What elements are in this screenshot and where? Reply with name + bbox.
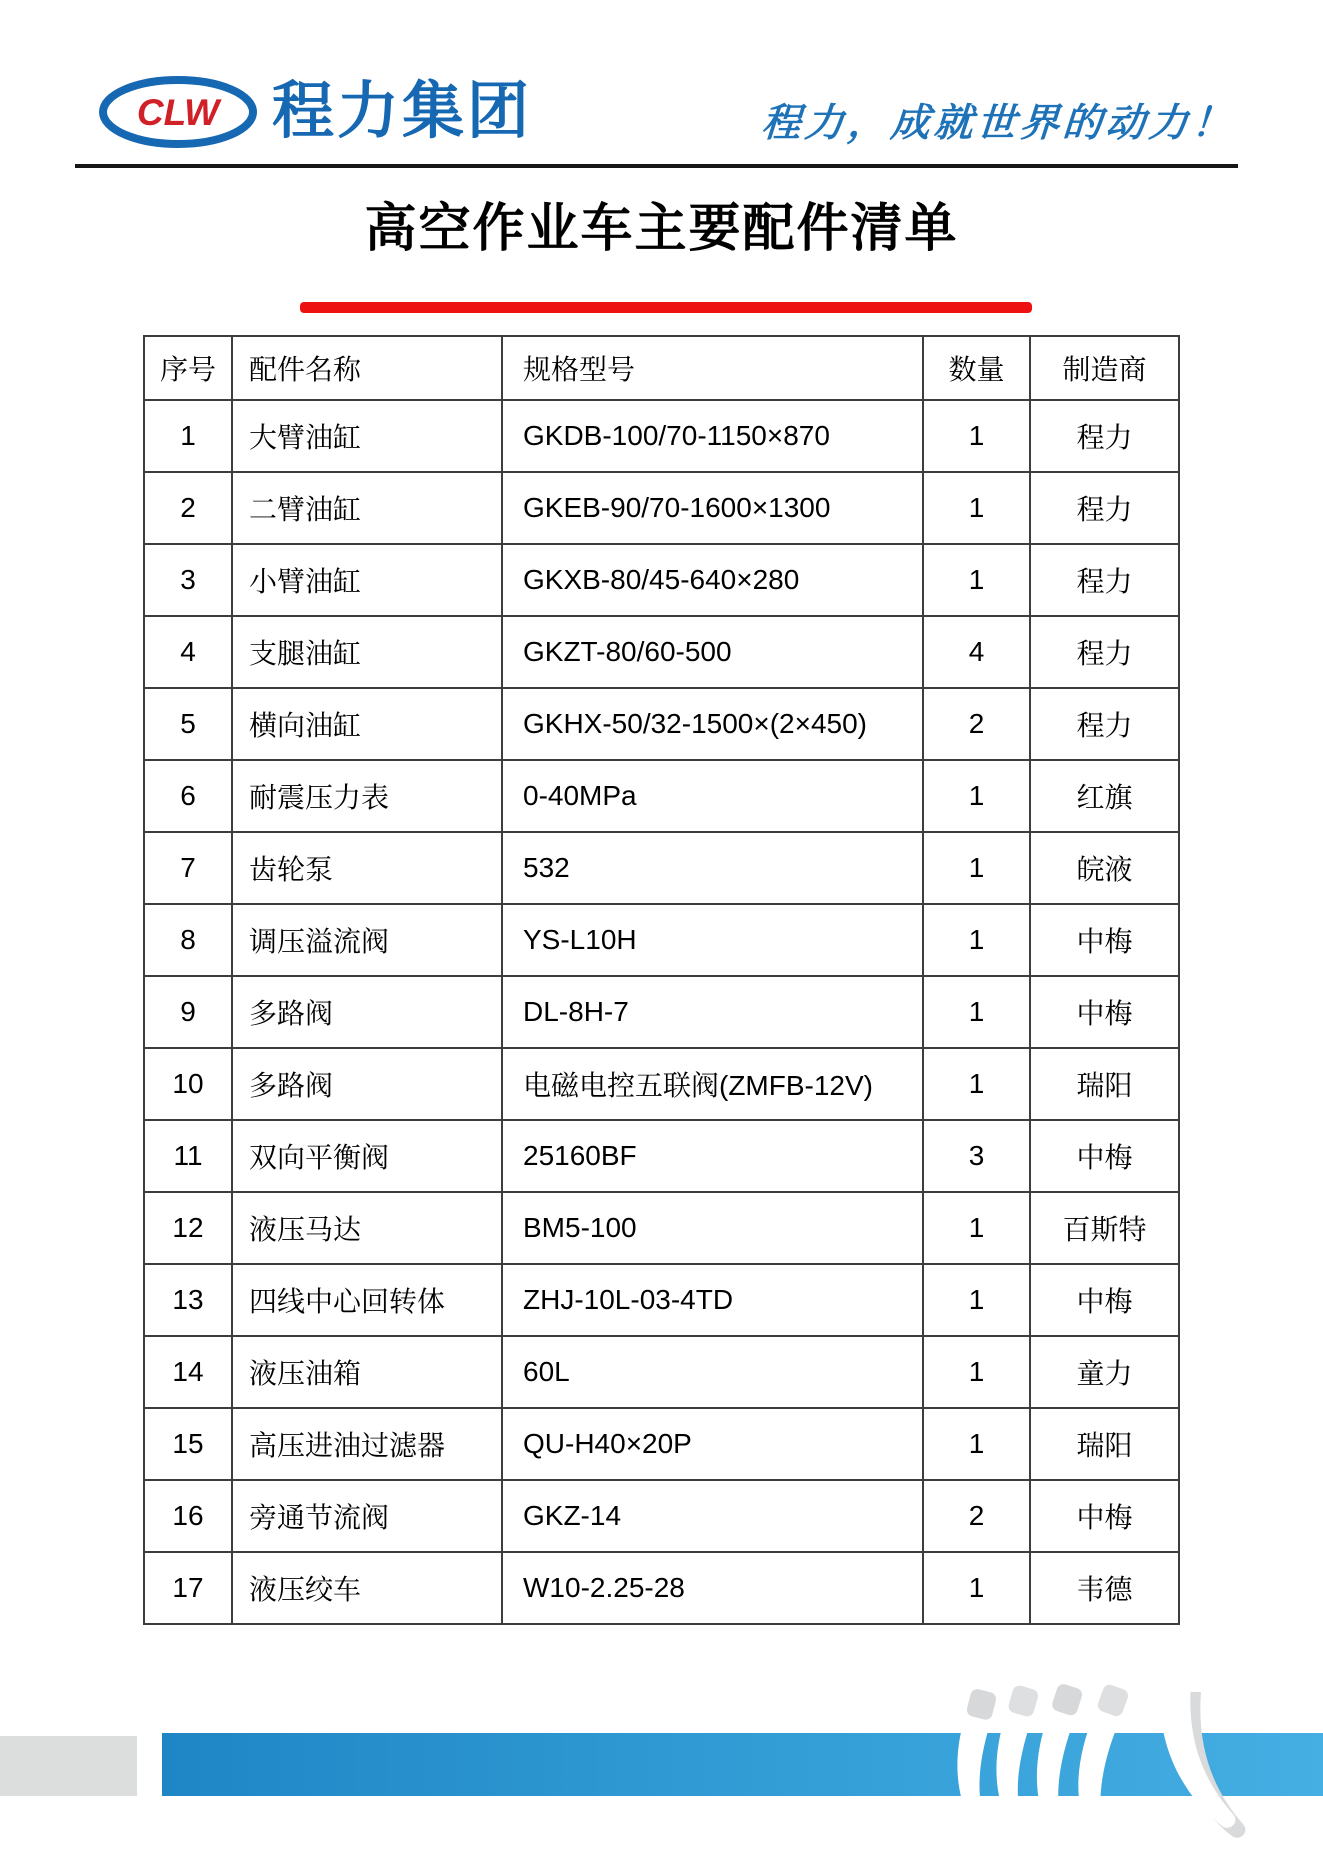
- row-number: 14: [144, 1336, 232, 1408]
- part-name: 液压油箱: [232, 1336, 502, 1408]
- row-number: 12: [144, 1192, 232, 1264]
- table-row: [144, 1120, 1179, 1192]
- part-name: 支腿油缸: [232, 616, 502, 688]
- table-row: [144, 1408, 1179, 1480]
- row-number: 6: [144, 760, 232, 832]
- quantity: 1: [923, 1408, 1030, 1480]
- quantity: 1: [923, 1552, 1030, 1624]
- spec-model: 0-40MPa: [502, 760, 923, 832]
- manufacturer: 韦德: [1030, 1552, 1179, 1624]
- footer-gray-block: [0, 1736, 137, 1796]
- part-name: 大臂油缸: [232, 400, 502, 472]
- clw-oval-logo-icon: [98, 76, 258, 148]
- quantity: 1: [923, 1048, 1030, 1120]
- part-name: 小臂油缸: [232, 544, 502, 616]
- spec-model: 532: [502, 832, 923, 904]
- table-row: [144, 760, 1179, 832]
- table-row: [144, 1264, 1179, 1336]
- quantity: 1: [923, 832, 1030, 904]
- company-name: 程力集团: [272, 77, 533, 146]
- company-slogan: 程力，成就世界的动力！: [760, 102, 1237, 145]
- quantity: 1: [923, 1336, 1030, 1408]
- column-header-spec-model: 规格型号: [502, 336, 923, 400]
- manufacturer: 皖液: [1030, 832, 1179, 904]
- quantity: 1: [923, 760, 1030, 832]
- manufacturer: 程力: [1030, 616, 1179, 688]
- spec-model: GKXB-80/45-640×280: [502, 544, 923, 616]
- part-name: 液压绞车: [232, 1552, 502, 1624]
- row-number: 5: [144, 688, 232, 760]
- spec-model: GKHX-50/32-1500×(2×450): [502, 688, 923, 760]
- part-name: 四线中心回转体: [232, 1264, 502, 1336]
- table-row: [144, 1192, 1179, 1264]
- spec-model: 电磁电控五联阀(ZMFB-12V): [502, 1048, 923, 1120]
- manufacturer: 程力: [1030, 400, 1179, 472]
- column-header-part-name: 配件名称: [232, 336, 502, 400]
- table-row: [144, 472, 1179, 544]
- manufacturer: 中梅: [1030, 1120, 1179, 1192]
- part-name: 二臂油缸: [232, 472, 502, 544]
- column-header-row-number: 序号: [144, 336, 232, 400]
- table-row: [144, 544, 1179, 616]
- parts-table: [143, 335, 1180, 1625]
- table-row: [144, 1048, 1179, 1120]
- manufacturer: 程力: [1030, 472, 1179, 544]
- part-name: 调压溢流阀: [232, 904, 502, 976]
- quantity: 1: [923, 472, 1030, 544]
- part-name: 多路阀: [232, 1048, 502, 1120]
- table-row: [144, 1336, 1179, 1408]
- quantity: 4: [923, 616, 1030, 688]
- manufacturer: 童力: [1030, 1336, 1179, 1408]
- column-header-manufacturer: 制造商: [1030, 336, 1179, 400]
- company-logo: [98, 76, 532, 148]
- table-row: [144, 400, 1179, 472]
- row-number: 7: [144, 832, 232, 904]
- manufacturer: 中梅: [1030, 1264, 1179, 1336]
- part-name: 液压马达: [232, 1192, 502, 1264]
- manufacturer: 瑞阳: [1030, 1048, 1179, 1120]
- table-header-row: [144, 336, 1179, 400]
- quantity: 2: [923, 1480, 1030, 1552]
- quantity: 1: [923, 1192, 1030, 1264]
- table-row: [144, 904, 1179, 976]
- table-row: [144, 1552, 1179, 1624]
- row-number: 17: [144, 1552, 232, 1624]
- quantity: 2: [923, 688, 1030, 760]
- column-header-quantity: 数量: [923, 336, 1030, 400]
- table-row: [144, 976, 1179, 1048]
- part-name: 多路阀: [232, 976, 502, 1048]
- quantity: 1: [923, 400, 1030, 472]
- row-number: 2: [144, 472, 232, 544]
- manufacturer: 程力: [1030, 544, 1179, 616]
- footer-swoosh-graphic: [945, 1682, 1323, 1852]
- part-name: 双向平衡阀: [232, 1120, 502, 1192]
- manufacturer: 瑞阳: [1030, 1408, 1179, 1480]
- spec-model: BM5-100: [502, 1192, 923, 1264]
- row-number: 11: [144, 1120, 232, 1192]
- row-number: 13: [144, 1264, 232, 1336]
- manufacturer: 百斯特: [1030, 1192, 1179, 1264]
- spec-model: GKZ-14: [502, 1480, 923, 1552]
- spec-model: GKEB-90/70-1600×1300: [502, 472, 923, 544]
- spec-model: 25160BF: [502, 1120, 923, 1192]
- row-number: 8: [144, 904, 232, 976]
- quantity: 3: [923, 1120, 1030, 1192]
- spec-model: W10-2.25-28: [502, 1552, 923, 1624]
- spec-model: GKDB-100/70-1150×870: [502, 400, 923, 472]
- table-row: [144, 688, 1179, 760]
- spec-model: 60L: [502, 1336, 923, 1408]
- part-name: 高压进油过滤器: [232, 1408, 502, 1480]
- spec-model: YS-L10H: [502, 904, 923, 976]
- spec-model: GKZT-80/60-500: [502, 616, 923, 688]
- manufacturer: 中梅: [1030, 976, 1179, 1048]
- table-row: [144, 832, 1179, 904]
- part-name: 齿轮泵: [232, 832, 502, 904]
- spec-model: ZHJ-10L-03-4TD: [502, 1264, 923, 1336]
- row-number: 3: [144, 544, 232, 616]
- header-divider: [75, 164, 1238, 168]
- table-row: [144, 616, 1179, 688]
- row-number: 1: [144, 400, 232, 472]
- logo-abbr-text: CLW: [136, 92, 220, 133]
- page-title: 高空作业车主要配件清单: [364, 200, 959, 258]
- manufacturer: 中梅: [1030, 904, 1179, 976]
- part-name: 耐震压力表: [232, 760, 502, 832]
- row-number: 10: [144, 1048, 232, 1120]
- row-number: 15: [144, 1408, 232, 1480]
- manufacturer: 中梅: [1030, 1480, 1179, 1552]
- row-number: 4: [144, 616, 232, 688]
- quantity: 1: [923, 976, 1030, 1048]
- quantity: 1: [923, 544, 1030, 616]
- table-row: [144, 1480, 1179, 1552]
- part-name: 旁通节流阀: [232, 1480, 502, 1552]
- quantity: 1: [923, 904, 1030, 976]
- quantity: 1: [923, 1264, 1030, 1336]
- row-number: 9: [144, 976, 232, 1048]
- title-underline: [300, 302, 1032, 313]
- manufacturer: 程力: [1030, 688, 1179, 760]
- manufacturer: 红旗: [1030, 760, 1179, 832]
- row-number: 16: [144, 1480, 232, 1552]
- spec-model: QU-H40×20P: [502, 1408, 923, 1480]
- spec-model: DL-8H-7: [502, 976, 923, 1048]
- part-name: 横向油缸: [232, 688, 502, 760]
